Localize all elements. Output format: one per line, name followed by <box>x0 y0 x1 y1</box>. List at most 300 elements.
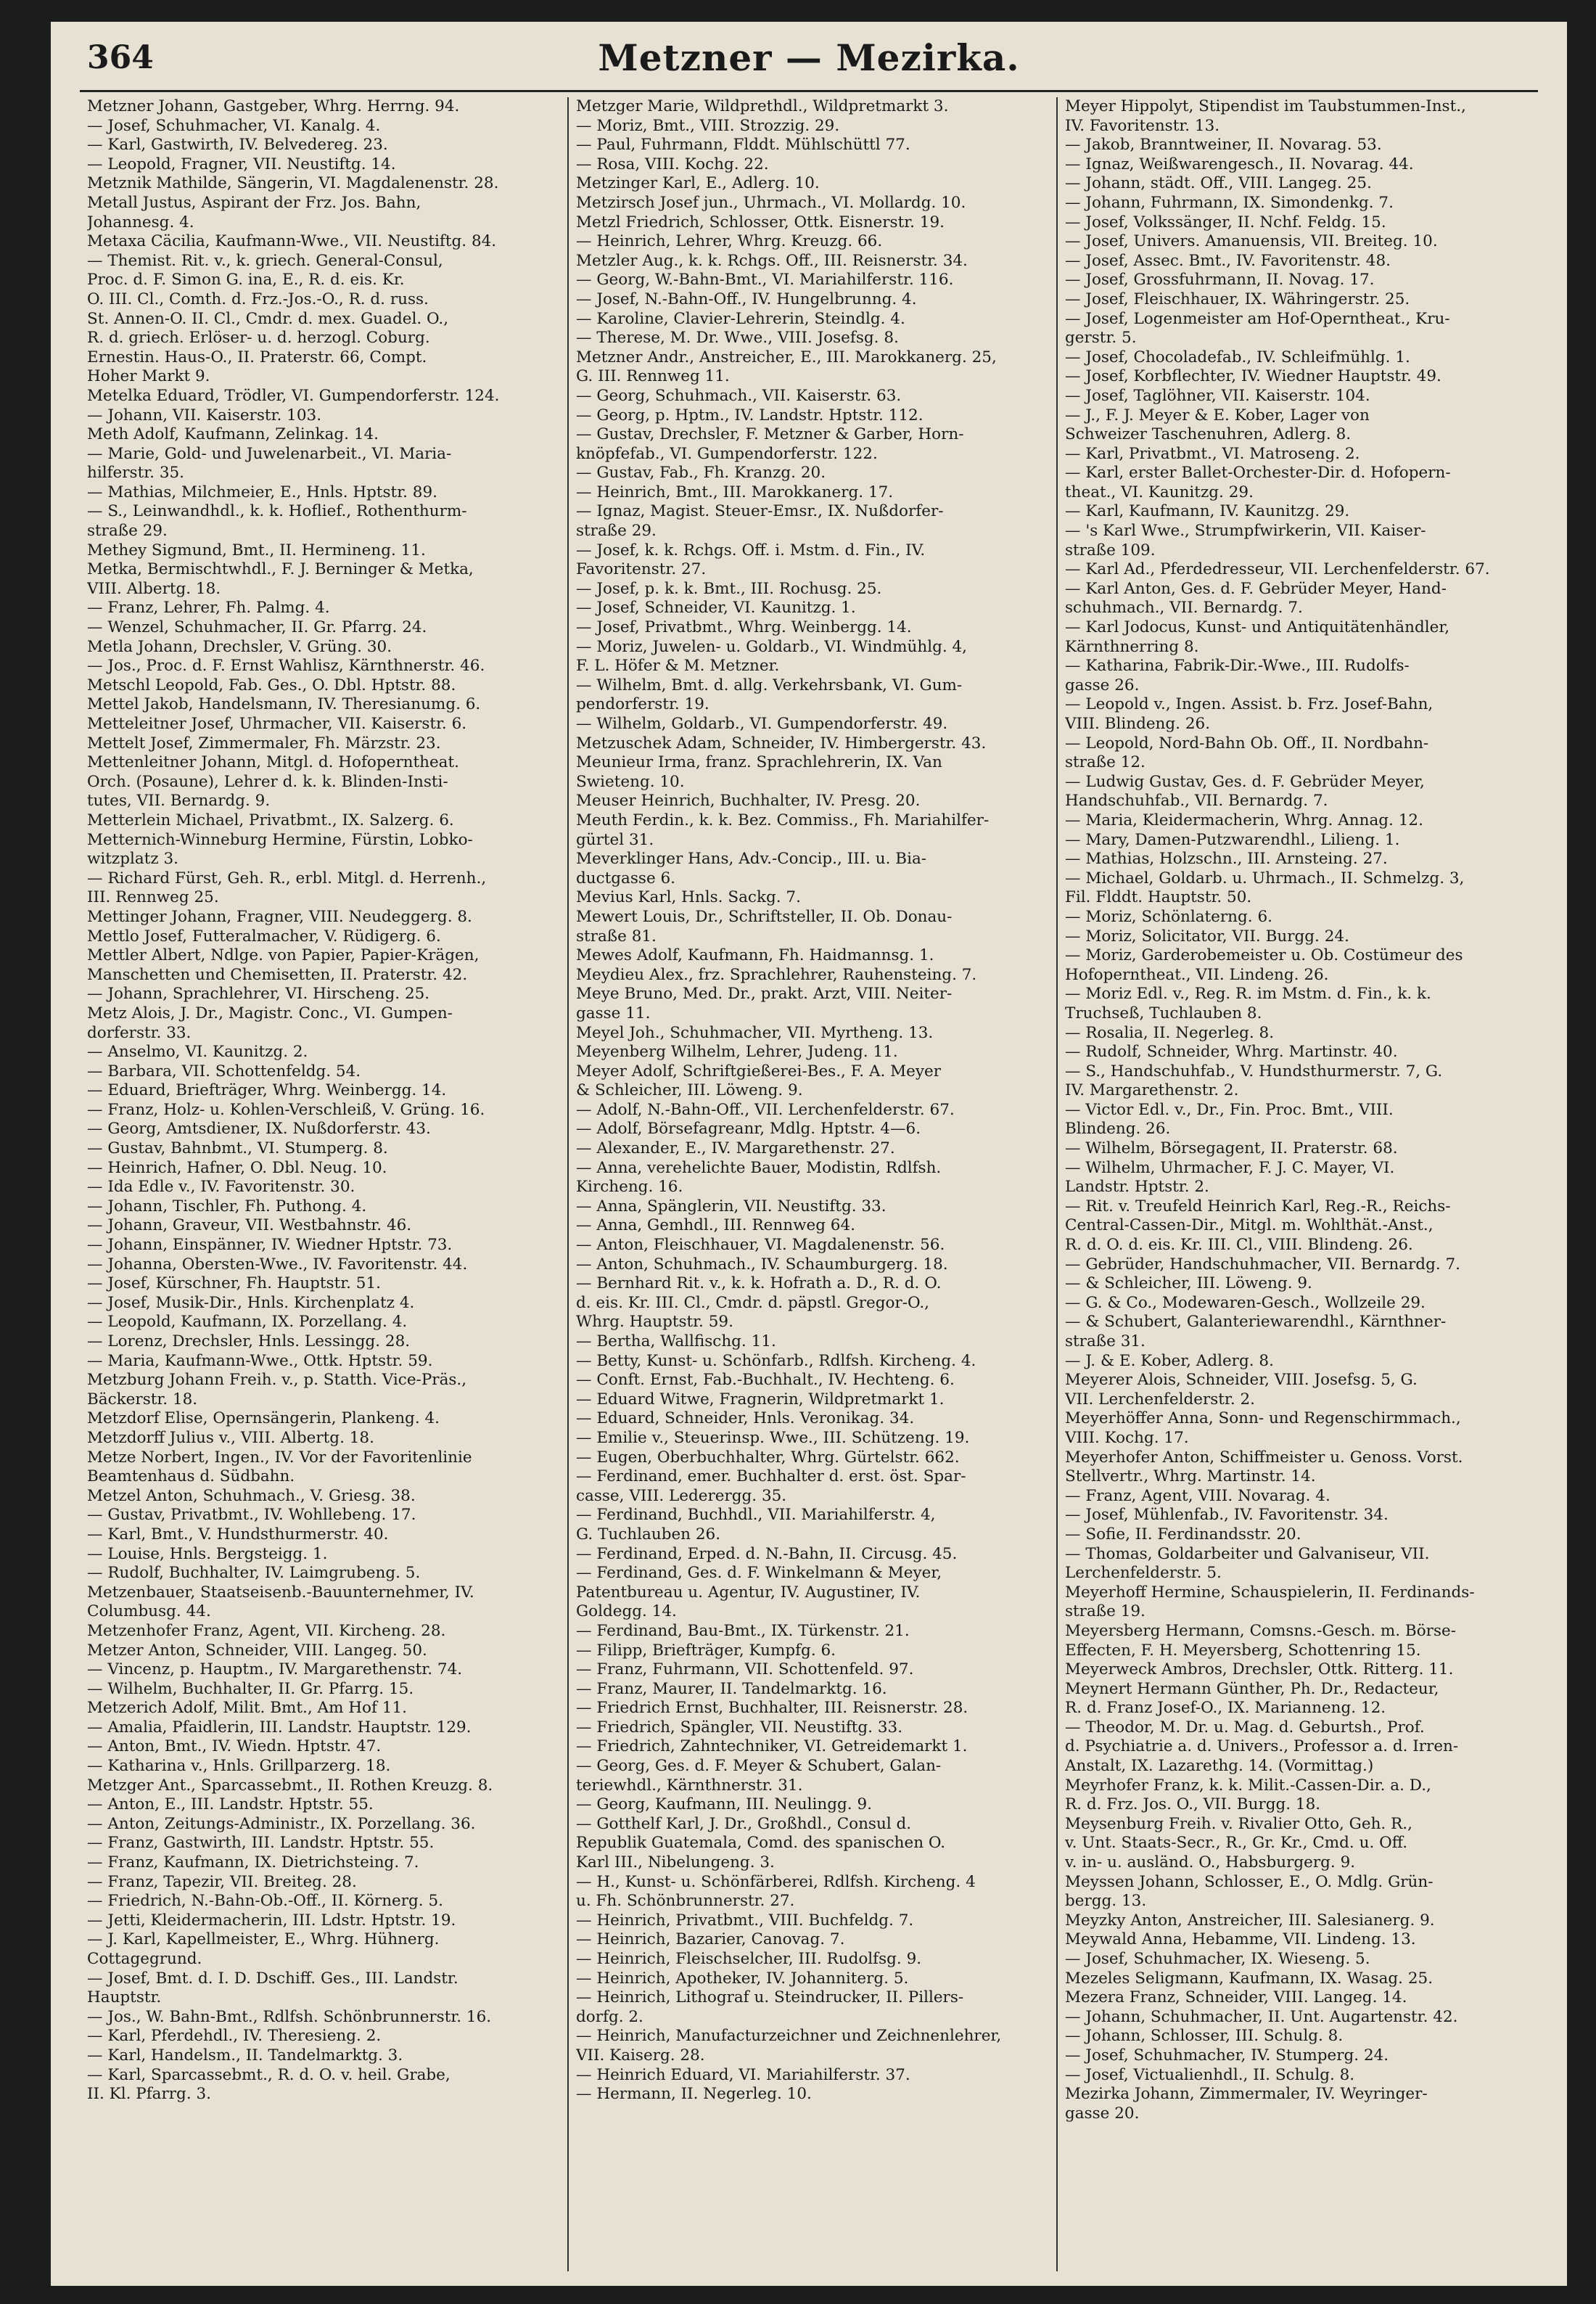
directory-entry-line: VIII. Kochg. 17. <box>1065 1428 1189 1447</box>
directory-entry-line: — Gustav, Drechsler, F. Metzner & Garber, Horn- <box>576 425 964 444</box>
directory-entry-line: Meydieu Alex., frz. Sprachlehrer, Rauhensteing. 7. <box>576 965 977 984</box>
directory-entry-line: Metzer Anton, Schneider, VIII. Langeg. 50. <box>87 1641 427 1660</box>
directory-entry-line: — Rosa, VIII. Kochg. 22. <box>576 155 769 173</box>
directory-entry-line: — Eduard Witwe, Fragnerin, Wildpretmarkt 1. <box>576 1390 945 1409</box>
directory-entry-line: u. Fh. Schönbrunnerstr. 27. <box>576 1892 795 1911</box>
directory-entry-line: Metzenbauer, Staatseisenb.-Bauunternehmer, IV. <box>87 1583 474 1602</box>
directory-entry-line: — Karl, Gastwirth, IV. Belvedereg. 23. <box>87 136 388 155</box>
directory-entry-line: — H., Kunst- u. Schönfärberei, Rdlfsh. Kircheng. 4 <box>576 1872 976 1891</box>
directory-entry-line: — Ignaz, Weißwarengesch., II. Novarag. 44. <box>1065 155 1414 173</box>
directory-entry-line: v. in- u. ausländ. O., Habsburgerg. 9. <box>1065 1853 1356 1872</box>
directory-entry-line: gerstr. 5. <box>1065 329 1137 348</box>
directory-entry-line: d. Psychiatrie a. d. Univers., Professor a. d. Irren- <box>1065 1737 1459 1756</box>
directory-entry-line: — Johann, städt. Off., VIII. Langeg. 25. <box>1065 174 1372 193</box>
directory-entry-line: Hauptstr. <box>87 1988 162 2007</box>
directory-entry-line: — Karl, Sparcassebmt., R. d. O. v. heil. Grabe, <box>87 2065 451 2084</box>
directory-entry-line: — Conft. Ernst, Fab.-Buchhalt., IV. Hechteng. 6. <box>576 1371 955 1390</box>
directory-entry-line: Stellvertr., Whrg. Martinstr. 14. <box>1065 1467 1316 1486</box>
directory-entry-line: Proc. d. F. Simon G. ina, E., R. d. eis. Kr. <box>87 271 405 290</box>
directory-entry-line: Meyerer Alois, Schneider, VIII. Josefsg. 5, G. <box>1065 1371 1418 1390</box>
directory-entry-line: Manschetten und Chemisetten, II. Praterstr. 42. <box>87 965 468 984</box>
page-number: 364 <box>87 39 154 76</box>
directory-entry-line: — Karl Jodocus, Kunst- und Antiquitätenhändler, <box>1065 618 1450 637</box>
directory-entry-line: Metzerich Adolf, Milit. Bmt., Am Hof 11. <box>87 1699 407 1718</box>
directory-entry-line: — Moriz, Schönlaterng. 6. <box>1065 907 1272 926</box>
directory-entry-line: Metelka Eduard, Trödler, VI. Gumpendorferstr. 124. <box>87 386 500 405</box>
directory-entry-line: — Leopold, Kaufmann, IX. Porzellang. 4. <box>87 1313 408 1332</box>
directory-entry-line: — Wilhelm, Buchhalter, II. Gr. Pfarrg. 15. <box>87 1679 414 1698</box>
directory-entry-line: straße 109. <box>1065 541 1156 559</box>
directory-entry-line: — Johanna, Obersten-Wwe., IV. Favoritenstr. 44. <box>87 1255 468 1274</box>
directory-entry-line: straße 19. <box>1065 1602 1145 1621</box>
directory-entry-line: Mettelt Josef, Zimmermaler, Fh. Märzstr. 23. <box>87 734 441 753</box>
directory-entry-line: — Eduard, Briefträger, Whrg. Weinbergg. 14. <box>87 1081 447 1100</box>
directory-entry-line: Mewes Adolf, Kaufmann, Fh. Haidmannsg. 1. <box>576 946 934 965</box>
directory-entry-line: Mettler Albert, Ndlge. von Papier, Papier-Krägen, <box>87 946 480 965</box>
directory-entry-line: straße 12. <box>1065 753 1145 772</box>
directory-entry-line: — Mathias, Holzschn., III. Arnsteing. 27. <box>1065 850 1388 869</box>
directory-entry-line: — Heinrich Eduard, VI. Mariahilferstr. 37. <box>576 2065 910 2084</box>
directory-entry-line: — 's Karl Wwe., Strumpfwirkerin, VII. Kaiser- <box>1065 522 1426 541</box>
directory-entry-line: Metzner Andr., Anstreicher, E., III. Marokkanerg. 25, <box>576 348 997 366</box>
directory-entry-line: — Jakob, Branntweiner, II. Novarag. 53. <box>1065 136 1382 155</box>
header-rule <box>80 90 1538 92</box>
directory-entry-line: — Josef, Logenmeister am Hof-Operntheat., Kru- <box>1065 309 1450 328</box>
directory-entry-line: Metaxa Cäcilia, Kaufmann-Wwe., VII. Neustiftg. 84. <box>87 232 497 251</box>
directory-entry-line: — Josef, Korbflechter, IV. Wiedner Hauptstr. 49. <box>1065 367 1441 386</box>
directory-entry-line: — Wilhelm, Uhrmacher, F. J. C. Mayer, VI. <box>1065 1158 1395 1177</box>
directory-entry-line: Metzel Anton, Schuhmach., V. Griesg. 38. <box>87 1486 416 1505</box>
directory-entry-line: Meyer Hippolyt, Stipendist im Taubstummen-Inst., <box>1065 97 1466 115</box>
directory-entry-line: straße 29. <box>87 522 168 541</box>
directory-entry-line: Favoritenstr. 27. <box>576 560 707 579</box>
directory-entry-line: — Theodor, M. Dr. u. Mag. d. Geburtsh., Prof. <box>1065 1718 1425 1737</box>
directory-entry-line: — Anton, Fleischhauer, VI. Magdalenenstr. 56. <box>576 1236 945 1255</box>
directory-entry-line: — J., F. J. Meyer & E. Kober, Lager von <box>1065 406 1370 425</box>
directory-entry-line: — Josef, Bmt. d. I. D. Dschiff. Ges., III. Landstr. <box>87 1969 458 1988</box>
directory-entry-line: — Karl, Bmt., V. Hundsthurmerstr. 40. <box>87 1525 389 1543</box>
directory-entry-line: — Ferdinand, Erped. d. N.-Bahn, II. Circusg. 45. <box>576 1544 958 1563</box>
directory-entry-line: Lerchenfelderstr. 5. <box>1065 1564 1222 1583</box>
directory-entry-line: — Friedrich, Spängler, VII. Neustiftg. 33. <box>576 1718 903 1737</box>
directory-entry-line: — Heinrich, Bmt., III. Marokkanerg. 17. <box>576 483 894 501</box>
directory-entry-line: — Johann, Schuhmacher, II. Unt. Augartenstr. 42. <box>1065 2007 1458 2026</box>
directory-entry-line: — Johann, Fuhrmann, IX. Simondenkg. 7. <box>1065 193 1394 212</box>
directory-entry-line: — Josef, Schneider, VI. Kaunitzg. 1. <box>576 599 856 618</box>
directory-entry-line: Metzburg Johann Freih. v., p. Statth. Vice-Präs., <box>87 1371 467 1390</box>
directory-entry-line: — Josef, Kürschner, Fh. Hauptstr. 51. <box>87 1274 382 1293</box>
directory-entry-line: — Anton, Bmt., IV. Wiedn. Hptstr. 47. <box>87 1737 382 1756</box>
directory-entry-line: R. d. Frz. Jos. O., VII. Burgg. 18. <box>1065 1795 1321 1814</box>
directory-entry-line: Kircheng. 16. <box>576 1178 683 1197</box>
directory-entry-line: — Hermann, II. Negerleg. 10. <box>576 2085 812 2104</box>
directory-entry-line: R. d. O. d. eis. Kr. III. Cl., VIII. Blindeng. 26. <box>1065 1236 1413 1255</box>
directory-entry-line: Meynert Hermann Günther, Ph. Dr., Redacteur, <box>1065 1679 1439 1698</box>
directory-entry-line: Metzger Marie, Wildprethdl., Wildpretmarkt 3. <box>576 97 949 115</box>
running-head: Metzner — Mezirka. <box>598 36 1020 79</box>
directory-entry-line: — Leopold, Fragner, VII. Neustiftg. 14. <box>87 155 396 173</box>
directory-entry-line: — Georg, Kaufmann, III. Neulingg. 9. <box>576 1795 872 1814</box>
directory-entry-line: O. III. Cl., Comth. d. Frz.-Jos.-O., R. d. russ. <box>87 290 429 308</box>
directory-entry-line: — Mary, Damen-Putzwarendhl., Lilieng. 1. <box>1065 830 1400 849</box>
directory-entry-line: VIII. Blindeng. 26. <box>1065 715 1211 733</box>
directory-page <box>51 22 1567 2286</box>
directory-entry-line: Meyzky Anton, Anstreicher, III. Salesianerg. 9. <box>1065 1911 1435 1930</box>
directory-entry-line: Meyerhoff Hermine, Schauspielerin, II. Ferdinands- <box>1065 1583 1475 1602</box>
directory-entry-line: — Josef, Schuhmacher, VI. Kanalg. 4. <box>87 116 381 135</box>
directory-entry-line: witzplatz 3. <box>87 850 179 869</box>
directory-entry-line: Truchseß, Tuchlauben 8. <box>1065 1004 1262 1022</box>
directory-entry-line: VII. Kaiserg. 28. <box>576 2046 705 2065</box>
directory-entry-line: — Josef, Victualienhdl., II. Schulg. 8. <box>1065 2065 1355 2084</box>
directory-entry-line: — Victor Edl. v., Dr., Fin. Proc. Bmt., VIII. <box>1065 1100 1394 1119</box>
directory-entry-line: Republik Guatemala, Comd. des spanischen O. <box>576 1834 946 1853</box>
directory-entry-line: — Anton, E., III. Landstr. Hptstr. 55. <box>87 1795 374 1814</box>
directory-entry-line: Metterlein Michael, Privatbmt., IX. Salzerg. 6. <box>87 811 454 829</box>
directory-entry-line: — Eduard, Schneider, Hnls. Veronikag. 34. <box>576 1409 915 1428</box>
directory-entry-line: — Maria, Kleidermacherin, Whrg. Annag. 12. <box>1065 811 1423 829</box>
directory-entry-line: III. Rennweg 25. <box>87 888 219 907</box>
directory-entry-line: Metternich-Winneburg Hermine, Fürstin, Lobko- <box>87 830 473 849</box>
directory-entry-line: — Georg, p. Hptm., IV. Landstr. Hptstr. 112. <box>576 406 924 425</box>
directory-entry-line: — Anselmo, VI. Kaunitzg. 2. <box>87 1043 308 1062</box>
directory-entry-line: — Karl Ad., Pferdedresseur, VII. Lerchenfelderstr. 67. <box>1065 560 1490 579</box>
directory-entry-line: Metzenhofer Franz, Agent, VII. Kircheng. 28. <box>87 1621 446 1640</box>
directory-entry-line: — Paul, Fuhrmann, Flddt. Mühlschüttl 77. <box>576 136 910 155</box>
directory-entry-line: R. d. griech. Erlöser- u. d. herzogl. Coburg. <box>87 329 430 348</box>
directory-entry-line: — Rosalia, II. Negerleg. 8. <box>1065 1023 1275 1042</box>
directory-entry-line: — Ferdinand, Ges. d. F. Winkelmann & Meyer, <box>576 1564 942 1583</box>
directory-entry-line: — Josef, p. k. k. Bmt., III. Rochusg. 25. <box>576 579 882 598</box>
directory-entry-line: — Franz, Fuhrmann, VII. Schottenfeld. 97. <box>576 1660 914 1679</box>
directory-entry-line: knöpfefab., VI. Gumpendorferstr. 122. <box>576 444 878 463</box>
directory-entry-line: — Moriz, Juwelen- u. Goldarb., VI. Windmühlg. 4, <box>576 637 968 656</box>
directory-entry-line: Meverklinger Hans, Adv.-Concip., III. u. Bia- <box>576 850 927 869</box>
directory-entry-line: — Johann, Einspänner, IV. Wiedner Hptstr. 73. <box>87 1236 453 1255</box>
directory-entry-line: dorfg. 2. <box>576 2007 643 2026</box>
directory-entry-line: dorferstr. 33. <box>87 1023 192 1042</box>
directory-entry-line: Metz Alois, J. Dr., Magistr. Conc., VI. Gumpen- <box>87 1004 453 1022</box>
directory-entry-line: — Josef, Grossfuhrmann, II. Novag. 17. <box>1065 271 1375 290</box>
directory-entry-line: — Richard Fürst, Geh. R., erbl. Mitgl. d. Herrenh., <box>87 869 487 887</box>
directory-entry-line: — Jos., W. Bahn-Bmt., Rdlfsh. Schönbrunnerstr. 16. <box>87 2007 492 2026</box>
directory-entry-line: — Wilhelm, Goldarb., VI. Gumpendorferstr. 49. <box>576 715 948 733</box>
directory-entry-line: — Heinrich, Privatbmt., VIII. Buchfeldg. 7. <box>576 1911 914 1930</box>
directory-entry-line: — Franz, Maurer, II. Tandelmarktg. 16. <box>576 1679 887 1698</box>
directory-entry-line: — Mathias, Milchmeier, E., Hnls. Hptstr. 89. <box>87 483 437 501</box>
directory-entry-line: Metzner Johann, Gastgeber, Whrg. Herrng. 94. <box>87 97 460 115</box>
directory-entry-line: Meyerhofer Anton, Schiffmeister u. Genoss. Vorst. <box>1065 1448 1463 1467</box>
directory-entry-line: — Gebrüder, Handschuhmacher, VII. Bernardg. 7. <box>1065 1255 1461 1274</box>
directory-entry-line: Metteleitner Josef, Uhrmacher, VII. Kaiserstr. 6. <box>87 715 467 733</box>
directory-entry-line: — Betty, Kunst- u. Schönfarb., Rdlfsh. Kircheng. 4. <box>576 1351 976 1370</box>
directory-entry-line: Beamtenhaus d. Südbahn. <box>87 1467 295 1486</box>
directory-entry-line: — Georg, W.-Bahn-Bmt., VI. Mariahilferstr. 116. <box>576 271 954 290</box>
directory-entry-line: Central-Cassen-Dir., Mitgl. m. Wohlthät.-Anst., <box>1065 1216 1433 1235</box>
directory-entry-line: — Rudolf, Schneider, Whrg. Martinstr. 40. <box>1065 1043 1398 1062</box>
column-middle <box>567 97 1056 2271</box>
directory-entry-line: v. Unt. Staats-Secr., R., Gr. Kr., Cmd. u. Off. <box>1065 1834 1408 1853</box>
directory-entry-line: — Franz, Lehrer, Fh. Palmg. 4. <box>87 599 330 618</box>
directory-entry-line: Fil. Flddt. Hauptstr. 50. <box>1065 888 1252 907</box>
directory-entry-line: — Bertha, Wallfischg. 11. <box>576 1332 776 1350</box>
directory-entry-line: Meyel Joh., Schuhmacher, VII. Myrtheng. 13. <box>576 1023 934 1042</box>
directory-entry-line: Effecten, F. H. Meyersberg, Schottenring 15. <box>1065 1641 1421 1660</box>
directory-entry-line: — Ferdinand, Bau-Bmt., IX. Türkenstr. 21. <box>576 1621 910 1640</box>
directory-entry-line: Metla Johann, Drechsler, V. Grüng. 30. <box>87 637 392 656</box>
directory-entry-line: Whrg. Hauptstr. 59. <box>576 1313 733 1332</box>
directory-entry-line: — Josef, Schuhmacher, IX. Wieseng. 5. <box>1065 1950 1370 1968</box>
directory-entry-line: Meyssen Johann, Schlosser, E., O. Mdlg. Grün- <box>1065 1872 1433 1891</box>
directory-entry-line: — Anna, Spänglerin, VII. Neustiftg. 33. <box>576 1197 887 1215</box>
directory-entry-line: Johannesg. 4. <box>87 213 194 231</box>
directory-entry-line: — Wenzel, Schuhmacher, II. Gr. Pfarrg. 24. <box>87 618 427 637</box>
directory-entry-line: — Karl Anton, Ges. d. F. Gebrüder Meyer, Hand- <box>1065 579 1447 598</box>
directory-entry-line: Meth Adolf, Kaufmann, Zelinkag. 14. <box>87 425 379 444</box>
directory-entry-line: — Karl, Handelsm., II. Tandelmarktg. 3. <box>87 2046 403 2065</box>
directory-entry-line: — Gustav, Bahnbmt., VI. Stumperg. 8. <box>87 1139 388 1158</box>
directory-entry-line: — Karl, Privatbmt., VI. Matroseng. 2. <box>1065 444 1360 463</box>
directory-entry-line: — Louise, Hnls. Bergsteigg. 1. <box>87 1544 328 1563</box>
directory-entry-line: Meuser Heinrich, Buchhalter, IV. Presg. 20. <box>576 792 921 811</box>
directory-entry-line: — Ignaz, Magist. Steuer-Emsr., IX. Nußdorfer- <box>576 502 944 521</box>
directory-entry-line: — Josef, Privatbmt., Whrg. Weinbergg. 14. <box>576 618 912 637</box>
directory-entry-line: — Rudolf, Buchhalter, IV. Laimgrubeng. 5. <box>87 1564 421 1583</box>
directory-entry-line: Metznik Mathilde, Sängerin, VI. Magdalenenstr. 28. <box>87 174 499 193</box>
directory-entry-line: — S., Handschuhfab., V. Hundsthurmerstr. 7, G. <box>1065 1062 1443 1081</box>
directory-entry-line: — Jetti, Kleidermacherin, III. Ldstr. Hptstr. 19. <box>87 1911 456 1930</box>
directory-entry-line: Mettel Jakob, Handelsmann, IV. Theresianumg. 6. <box>87 695 481 714</box>
directory-entry-line: hilferstr. 35. <box>87 464 185 483</box>
directory-entry-line: VIII. Albertg. 18. <box>87 579 221 598</box>
directory-entry-line: Mezeles Seligmann, Kaufmann, IX. Wasag. 25. <box>1065 1969 1433 1988</box>
directory-entry-line: — Themist. Rit. v., k. griech. General-Consul, <box>87 251 443 270</box>
directory-entry-line: — Adolf, N.-Bahn-Off., VII. Lerchenfelderstr. 67. <box>576 1100 955 1119</box>
directory-entry-line: Blindeng. 26. <box>1065 1120 1171 1139</box>
column-left <box>80 97 567 2271</box>
directory-entry-line: Metzler Aug., k. k. Rchgs. Off., III. Reisnerstr. 34. <box>576 251 968 270</box>
directory-entry-line: — Karoline, Clavier-Lehrerin, Steindlg. 4. <box>576 309 905 328</box>
directory-entry-line: — Josef, Fleischhauer, IX. Währingerstr. 25. <box>1065 290 1410 308</box>
directory-entry-line: Meywald Anna, Hebamme, VII. Lindeng. 13. <box>1065 1930 1416 1949</box>
directory-entry-line: — Josef, k. k. Rchgs. Off. i. Mstm. d. Fin., IV. <box>576 541 926 559</box>
directory-entry-line: Meyersberg Hermann, Comsns.-Gesch. m. Börse- <box>1065 1621 1456 1640</box>
directory-entry-line: — Josef, Mühlenfab., IV. Favoritenstr. 34. <box>1065 1506 1389 1525</box>
directory-entry-line: Meyenberg Wilhelm, Lehrer, Judeng. 11. <box>576 1043 898 1062</box>
directory-entry-line: — Friedrich, N.-Bahn-Ob.-Off., II. Körnerg. 5. <box>87 1892 443 1911</box>
directory-entry-line: — Friedrich, Zahntechniker, VI. Getreidemarkt 1. <box>576 1737 968 1756</box>
directory-entry-line: — Heinrich, Fleischselcher, III. Rudolfsg. 9. <box>576 1950 922 1968</box>
directory-entry-line: — Ferdinand, emer. Buchhalter d. erst. öst. Spar- <box>576 1467 966 1486</box>
directory-entry-line: — Georg, Schuhmach., VII. Kaiserstr. 63. <box>576 386 902 405</box>
directory-entry-line: — Maria, Kaufmann-Wwe., Ottk. Hptstr. 59. <box>87 1351 433 1370</box>
directory-entry-line: — Rit. v. Treufeld Heinrich Karl, Reg.-R., Reichs- <box>1065 1197 1451 1215</box>
directory-entry-line: Hofoperntheat., VII. Lindeng. 26. <box>1065 965 1329 984</box>
directory-entry-line: Metze Norbert, Ingen., IV. Vor der Favoritenlinie <box>87 1448 472 1467</box>
directory-entry-line: — Franz, Gastwirth, III. Landstr. Hptstr. 55. <box>87 1834 435 1853</box>
directory-entry-line: IV. Favoritenstr. 13. <box>1065 116 1220 135</box>
directory-entry-line: — Moriz, Solicitator, VII. Burgg. 24. <box>1065 927 1349 946</box>
directory-entry-line: — Filipp, Briefträger, Kumpfg. 6. <box>576 1641 836 1660</box>
directory-entry-line: — Gotthelf Karl, J. Dr., Großhdl., Consul d. <box>576 1814 912 1833</box>
directory-entry-line: — Moriz, Bmt., VIII. Strozzig. 29. <box>576 116 840 135</box>
directory-entry-line: — Moriz Edl. v., Reg. R. im Mstm. d. Fin., k. k. <box>1065 985 1431 1004</box>
directory-entry-line: Mettinger Johann, Fragner, VIII. Neudeggerg. 8. <box>87 907 472 926</box>
directory-entry-line: St. Annen-O. II. Cl., Cmdr. d. mex. Guadel. O., <box>87 309 449 328</box>
directory-entry-line: — Adolf, Börsefagreanr, Mdlg. Hptstr. 4—6. <box>576 1120 921 1139</box>
directory-entry-line: — Heinrich, Manufacturzeichner und Zeichnenlehrer, <box>576 2027 1002 2046</box>
directory-entry-line: — Johann, Tischler, Fh. Puthong. 4. <box>87 1197 367 1215</box>
directory-entry-line: Karl III., Nibelungeng. 3. <box>576 1853 775 1872</box>
directory-entry-line: Metzuschek Adam, Schneider, IV. Himbergerstr. 43. <box>576 734 987 753</box>
directory-entry-line: straße 81. <box>576 927 657 946</box>
directory-entry-line: — Franz, Agent, VIII. Novarag. 4. <box>1065 1486 1330 1505</box>
directory-entry-line: R. d. Franz Josef-O., IX. Marianneng. 12. <box>1065 1699 1386 1718</box>
directory-entry-line: — Josef, Schuhmacher, IV. Stumperg. 24. <box>1065 2046 1389 2065</box>
directory-entry-line: — Michael, Goldarb. u. Uhrmach., II. Schmelzg. 3, <box>1065 869 1465 887</box>
directory-entry-line: Cottagegrund. <box>87 1950 202 1968</box>
directory-entry-line: — Heinrich, Bazarier, Canovag. 7. <box>576 1930 845 1949</box>
directory-entry-line: — Johann, Sprachlehrer, VI. Hirscheng. 25. <box>87 985 430 1004</box>
directory-entry-line: Columbusg. 44. <box>87 1602 211 1621</box>
directory-entry-line: Mettenleitner Johann, Mitgl. d. Hofoperntheat. <box>87 753 459 772</box>
directory-entry-line: — Franz, Tapezir, VII. Breiteg. 28. <box>87 1872 357 1891</box>
directory-entry-line: Anstalt, IX. Lazarethg. 14. (Vormittag.) <box>1065 1757 1374 1776</box>
directory-entry-line: — Heinrich, Hafner, O. Dbl. Neug. 10. <box>87 1158 387 1177</box>
directory-entry-line: F. L. Höfer & M. Metzner. <box>576 657 780 676</box>
directory-entry-line: Mezirka Johann, Zimmermaler, IV. Weyringer- <box>1065 2085 1428 2104</box>
directory-entry-line: G. III. Rennweg 11. <box>576 367 730 386</box>
directory-entry-line: Metzl Friedrich, Schlosser, Ottk. Eisnerstr. 19. <box>576 213 945 231</box>
directory-entry-line: VII. Lerchenfelderstr. 2. <box>1065 1390 1256 1409</box>
directory-entry-line: G. Tuchlauben 26. <box>576 1525 721 1543</box>
directory-entry-line: gasse 26. <box>1065 676 1140 694</box>
directory-entry-line: — Ida Edle v., IV. Favoritenstr. 30. <box>87 1178 355 1197</box>
directory-entry-line: Meyrhofer Franz, k. k. Milit.-Cassen-Dir. a. D., <box>1065 1776 1431 1795</box>
directory-entry-line: theat., VI. Kaunitzg. 29. <box>1065 483 1254 501</box>
directory-entry-line: pendorferstr. 19. <box>576 695 709 714</box>
directory-entry-line: — Josef, Assec. Bmt., IV. Favoritenstr. 48. <box>1065 251 1391 270</box>
directory-entry-line: — & Schubert, Galanteriewarendhl., Kärnthner- <box>1065 1313 1447 1332</box>
directory-entry-line: — Leopold v., Ingen. Assist. b. Frz. Josef-Bahn, <box>1065 695 1433 714</box>
directory-entry-line: — Josef, Taglöhner, VII. Kaiserstr. 104. <box>1065 386 1370 405</box>
directory-entry-line: schuhmach., VII. Bernardg. 7. <box>1065 599 1303 618</box>
directory-entry-line: Hoher Markt 9. <box>87 367 210 386</box>
directory-entry-line: — Anton, Schuhmach., IV. Schaumburgerg. 18. <box>576 1255 948 1274</box>
directory-entry-line: — S., Leinwandhdl., k. k. Hoflief., Rothenthurm- <box>87 502 467 521</box>
directory-entry-line: — Franz, Holz- u. Kohlen-Verschleiß, V. Grüng. 16. <box>87 1100 485 1119</box>
directory-entry-line: Meyerweck Ambros, Drechsler, Ottk. Ritterg. 11. <box>1065 1660 1454 1679</box>
directory-entry-line: — Gustav, Privatbmt., IV. Wohllebeng. 17. <box>87 1506 416 1525</box>
directory-entry-line: — Ferdinand, Buchhdl., VII. Mariahilferstr. 4, <box>576 1506 936 1525</box>
directory-entry-line: Swieteng. 10. <box>576 772 685 791</box>
directory-entry-line: Schweizer Taschenuhren, Adlerg. 8. <box>1065 425 1352 444</box>
directory-entry-line: — Bernhard Rit. v., k. k. Hofrath a. D., R. d. O. <box>576 1274 942 1293</box>
directory-entry-line: — Anna, Gemhdl., III. Rennweg 64. <box>576 1216 855 1235</box>
directory-entry-line: Landstr. Hptstr. 2. <box>1065 1178 1209 1197</box>
directory-entry-line: — Alexander, E., IV. Margarethenstr. 27. <box>576 1139 895 1158</box>
directory-entry-line: — Karl, erster Ballet-Orchester-Dir. d. Hofopern- <box>1065 464 1451 483</box>
directory-entry-line: straße 29. <box>576 522 657 541</box>
directory-entry-line: Patentbureau u. Agentur, IV. Augustiner, IV. <box>576 1583 921 1602</box>
directory-entry-line: — Georg, Amtsdiener, IX. Nußdorferstr. 43. <box>87 1120 431 1139</box>
directory-entry-line: Metzinger Karl, E., Adlerg. 10. <box>576 174 820 193</box>
directory-entry-line: — J. Karl, Kapellmeister, E., Whrg. Hühnerg. <box>87 1930 440 1949</box>
directory-entry-line: — Heinrich, Lehrer, Whrg. Kreuzg. 66. <box>576 232 883 251</box>
directory-entry-line: Metall Justus, Aspirant der Frz. Jos. Bahn, <box>87 193 421 212</box>
directory-entry-line: Meuth Ferdin., k. k. Bez. Commiss., Fh. Mariahilfer- <box>576 811 990 829</box>
directory-entry-line: Meysenburg Freih. v. Rivalier Otto, Geh. R., <box>1065 1814 1412 1833</box>
directory-entry-line: — Johann, VII. Kaiserstr. 103. <box>87 406 322 425</box>
directory-entry-line: IV. Margarethenstr. 2. <box>1065 1081 1239 1100</box>
directory-entry-line: — Eugen, Oberbuchhalter, Whrg. Gürtelstr. 662. <box>576 1448 960 1467</box>
directory-entry-line: — Karl, Kaufmann, IV. Kaunitzg. 29. <box>1065 502 1350 521</box>
page-header <box>51 36 1567 87</box>
directory-entry-line: — Josef, Volkssänger, II. Nchf. Feldg. 15. <box>1065 213 1386 231</box>
directory-entry-line: II. Kl. Pfarrg. 3. <box>87 2085 212 2104</box>
directory-entry-line: Metzirsch Josef jun., Uhrmach., VI. Mollardg. 10. <box>576 193 966 212</box>
directory-entry-line: — Sofie, II. Ferdinandsstr. 20. <box>1065 1525 1301 1543</box>
column-right <box>1056 97 1545 2271</box>
directory-entry-line: Methey Sigmund, Bmt., II. Hermineng. 11. <box>87 541 426 559</box>
directory-entry-line: — Thomas, Goldarbeiter und Galvaniseur, VII. <box>1065 1544 1430 1563</box>
directory-entry-line: — Katharina, Fabrik-Dir.-Wwe., III. Rudolfs- <box>1065 657 1410 676</box>
directory-entry-line: gasse 11. <box>576 1004 651 1022</box>
directory-entry-line: ductgasse 6. <box>576 869 676 887</box>
directory-entry-line: Meyerhöffer Anna, Sonn- und Regenschirmmach., <box>1065 1409 1461 1428</box>
directory-entry-line: — J. & E. Kober, Adlerg. 8. <box>1065 1351 1274 1370</box>
directory-entry-line: — Heinrich, Lithograf u. Steindrucker, II. Pillers- <box>576 1988 964 2007</box>
directory-entry-line: — Friedrich Ernst, Buchhalter, III. Reisnerstr. 28. <box>576 1699 968 1718</box>
directory-entry-line: — Anton, Zeitungs-Administr., IX. Porzellang. 36. <box>87 1814 476 1833</box>
directory-entry-line: Kärnthnerring 8. <box>1065 637 1199 656</box>
directory-entry-line: Metzger Ant., Sparcassebmt., II. Rothen Kreuzg. 8. <box>87 1776 493 1795</box>
directory-entry-line: — G. & Co., Modewaren-Gesch., Wollzeile 29. <box>1065 1293 1426 1312</box>
directory-entry-line: — Lorenz, Drechsler, Hnls. Lessingg. 28. <box>87 1332 411 1350</box>
directory-entry-line: teriewhdl., Kärnthnerstr. 31. <box>576 1776 803 1795</box>
directory-entry-line: — Josef, Univers. Amanuensis, VII. Breiteg. 10. <box>1065 232 1438 251</box>
directory-entry-line: Metschl Leopold, Fab. Ges., O. Dbl. Hptstr. 88. <box>87 676 456 694</box>
directory-entry-line: — Franz, Kaufmann, IX. Dietrichsteing. 7. <box>87 1853 419 1872</box>
directory-entry-line: — Therese, M. Dr. Wwe., VIII. Josefsg. 8. <box>576 329 899 348</box>
directory-entry-line: Metka, Bermischtwhdl., F. J. Berninger & Metka, <box>87 560 474 579</box>
directory-entry-line: Mezera Franz, Schneider, VIII. Langeg. 14. <box>1065 1988 1407 2007</box>
directory-entry-line: Ernestin. Haus-O., II. Praterstr. 66, Compt. <box>87 348 427 366</box>
directory-entry-line: Metzdorf Elise, Opernsängerin, Plankeng. 4. <box>87 1409 440 1428</box>
directory-entry-line: — Wilhelm, Börsegagent, II. Praterstr. 68. <box>1065 1139 1398 1158</box>
directory-entry-line: — Marie, Gold- und Juwelenarbeit., VI. Maria- <box>87 444 452 463</box>
directory-entry-line: — Ludwig Gustav, Ges. d. F. Gebrüder Meyer, <box>1065 772 1425 791</box>
directory-entry-line: — Amalia, Pfaidlerin, III. Landstr. Hauptstr. 129. <box>87 1718 472 1737</box>
directory-entry-line: Mewert Louis, Dr., Schriftsteller, II. Ob. Donau- <box>576 907 953 926</box>
directory-entry-line: — Georg, Ges. d. F. Meyer & Schubert, Galan- <box>576 1757 942 1776</box>
directory-entry-line: Handschuhfab., VII. Bernardg. 7. <box>1065 792 1328 811</box>
directory-entry-line: — Barbara, VII. Schottenfeldg. 54. <box>87 1062 361 1081</box>
directory-entry-line: — Gustav, Fab., Fh. Kranzg. 20. <box>576 464 826 483</box>
directory-entry-line: Mevius Karl, Hnls. Sackg. 7. <box>576 888 801 907</box>
directory-entry-line: Metzdorff Julius v., VIII. Albertg. 18. <box>87 1428 374 1447</box>
directory-entry-line: tutes, VII. Bernardg. 9. <box>87 792 271 811</box>
directory-entry-line: straße 31. <box>1065 1332 1145 1350</box>
directory-entry-line: — Wilhelm, Bmt. d. allg. Verkehrsbank, VI. Gum- <box>576 676 963 694</box>
directory-entry-line: — Jos., Proc. d. F. Ernst Wahlisz, Kärnthnerstr. 46. <box>87 657 485 676</box>
directory-entry-line: gürtel 31. <box>576 830 654 849</box>
directory-entry-line: Meunieur Irma, franz. Sprachlehrerin, IX. Van <box>576 753 942 772</box>
directory-entry-line: — Vincenz, p. Hauptm., IV. Margarethenstr. 74. <box>87 1660 463 1679</box>
directory-entry-line: Goldegg. 14. <box>576 1602 677 1621</box>
directory-entry-line: — Johann, Schlosser, III. Schulg. 8. <box>1065 2027 1344 2046</box>
directory-entry-line: — & Schleicher, III. Löweng. 9. <box>1065 1274 1312 1293</box>
